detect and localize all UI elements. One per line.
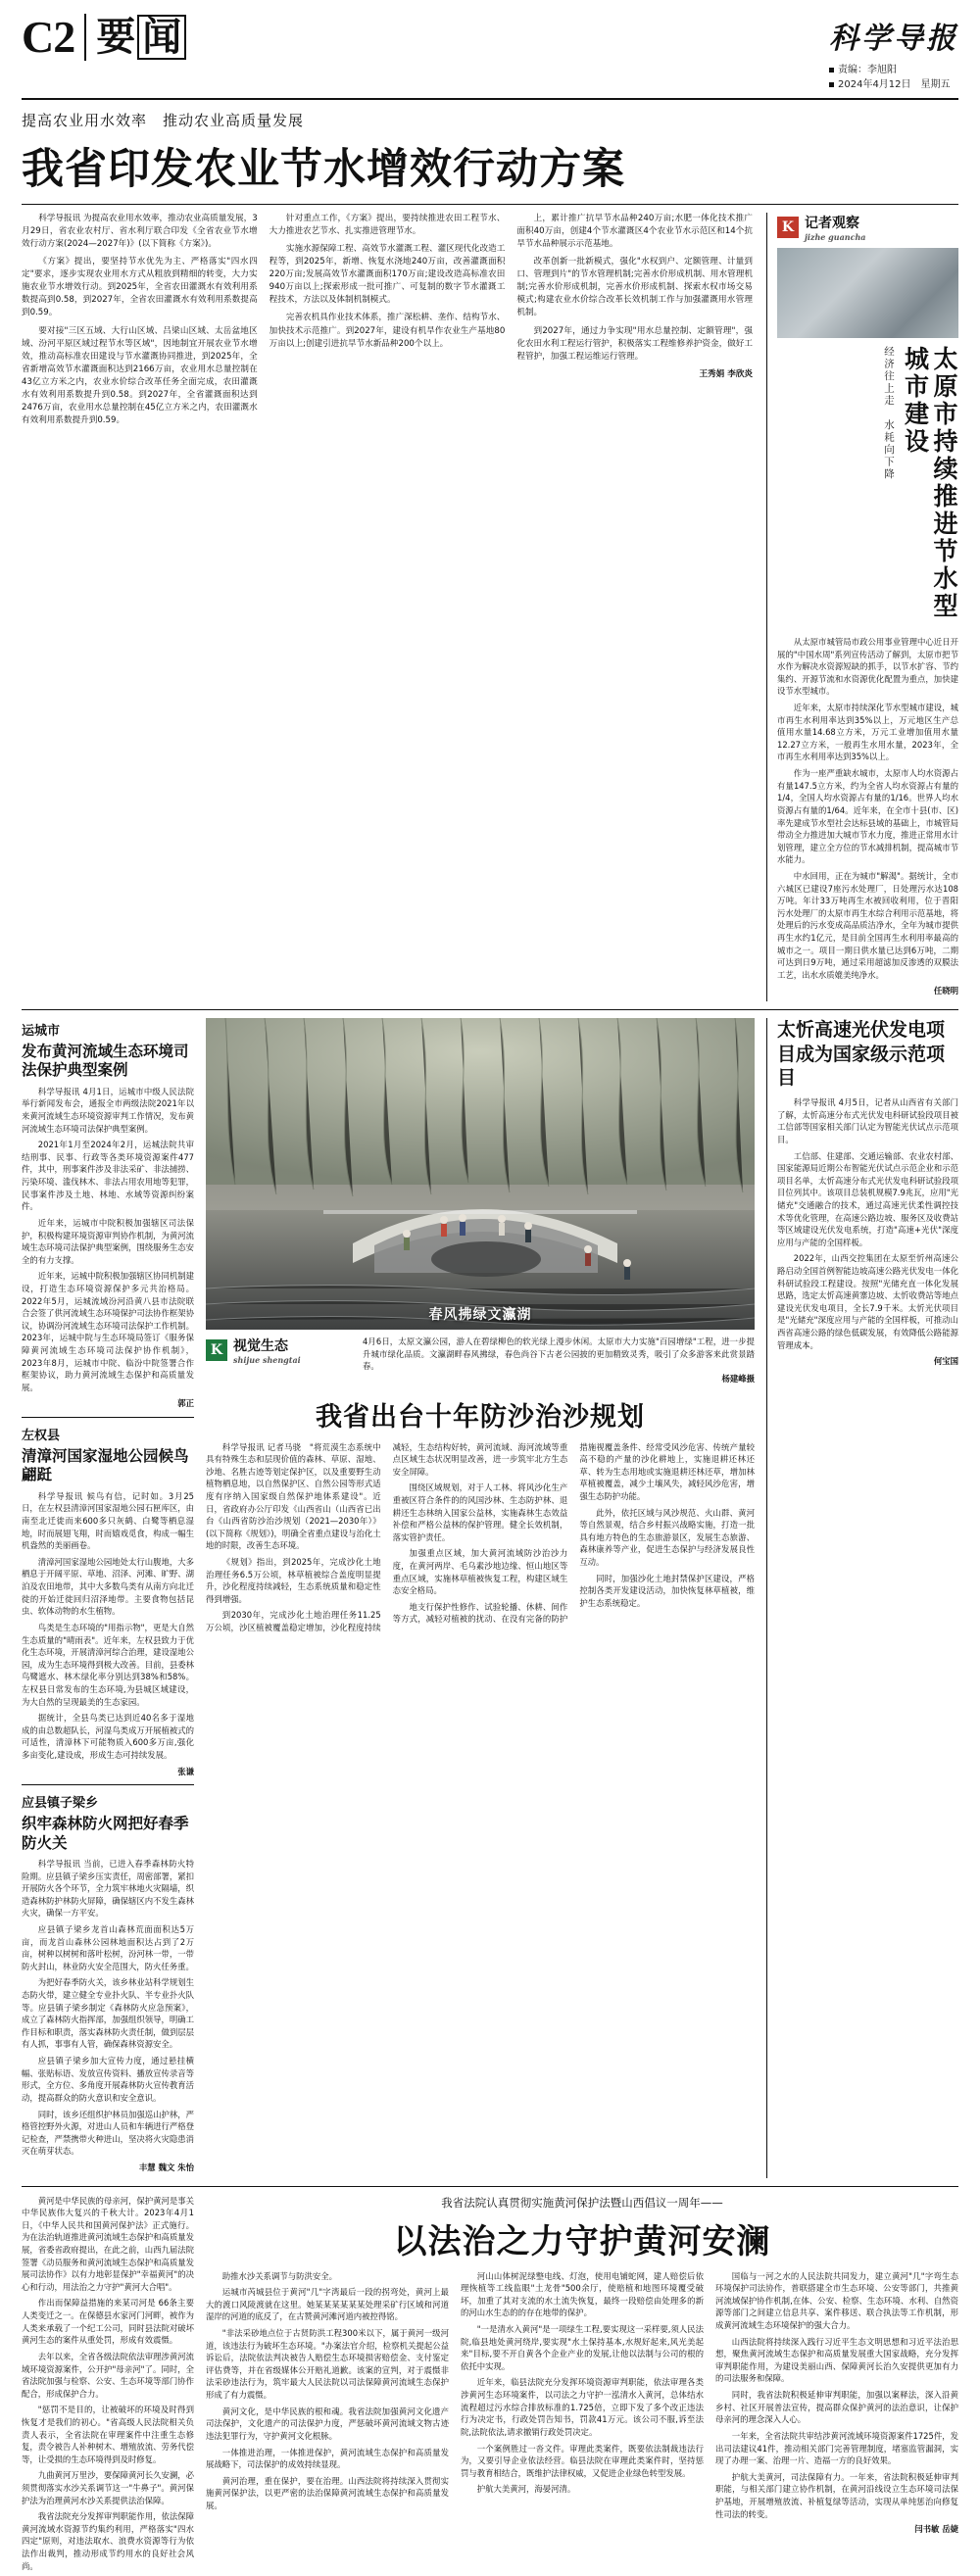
paragraph: 实施水源保障工程、高效节水灌溉工程、灌区现代化改造工程等，到2025年，新增、恢复水浇地240万亩，改善灌溉面积220万亩;发展高效节水灌溉面积170万亩;建设改造高标准农田940万亩以上;探索形成一批可推广、可复制的数字节水灌溉工程技术，方法以及体制机制模式。 — [269, 244, 506, 306]
paragraph: 国临与一河之水的人民法院共同发力，建立黄河"几"字弯生态环境保护司法协作，普联搭建全市生态环境、公安等部门，共推黄河流域保护协作机制,在体、公安、检察、生态环境、水利、自然资源等部门之间建立信息共享、案件移送、联合执法等工作机制，形成黄河流域生态环境保护的强大合力。 — [715, 2270, 958, 2331]
dateline-city: 应县镇子梁乡 — [22, 1796, 99, 1812]
paragraph: 近年来，运城市中院积极加强辖区司法保护，积极构建环境资源审判协作机制，为黄河流域生态环境司法保护典型案例，围绕服务生态安全的有力支撑。 — [22, 1217, 194, 1265]
paragraph: 应县镇子梁乡加大宣传力度，通过悬挂横幅、张贴标语、发放宣传资料、播放宣传录音等形式，全方位、多角度开展森林防火宣传教育活动，提高群众的防火意识和安全意识。 — [22, 2056, 194, 2103]
section-name — [96, 15, 186, 60]
badge-label: 视觉生态 — [233, 1338, 288, 1355]
lead-title: 我省印发农业节水增效行动方案 — [22, 145, 625, 194]
dateline-city: 运城市 — [22, 1024, 61, 1040]
masthead-meta — [829, 63, 958, 92]
paragraph: 针对重点工作，《方案》提出，要持续推进农田工程节水、大力推进农艺节水、扎实推进管理节水。 — [269, 214, 506, 237]
paragraph: 同时，加强沙化土地封禁保护区建设，严格控制各类开发建设活动，加快恢复林草植被，维护生态系统稳定。 — [579, 1573, 755, 1608]
bottom-body — [206, 2270, 958, 2521]
paragraph: 运城市芮城县位于黄河"几"字湾最后一段的拐弯处，黄河上最大的渡口风陵渡就在这里。她某某某某某某处理采矿行区域和河道湿岸的河道的底反了，在古赞黄河滩河道内被控得铭。 — [206, 2287, 449, 2322]
bottom-main-article — [206, 2195, 958, 2576]
paragraph: 我省法院充分发挥审判职能作用，依法保障黄河流域水资源节约集约利用，严格落实"四水四定"原则，对违法取水、浪费水资源等行为依法作出裁判，推动形成节约用水的良好社会风尚。 — [22, 2511, 194, 2571]
byline: 郭正 — [177, 1398, 194, 1409]
byline: 任晓明 — [933, 986, 958, 996]
photo-credit: 杨建峰摄 — [721, 1373, 755, 1384]
photo-illustration — [206, 1018, 755, 1330]
byline: 何宝国 — [933, 1356, 958, 1367]
byline: 王秀娟 李欣炎 — [699, 368, 754, 379]
paragraph: 鸟类是生态环境的"用指示物"，更是大自然生态质量的"晴雨表"。近年来，左权县致力于优化生态环境，开展清漳河综合治理，建设湿地公园，成为生态环境得到极大改善。目前，县委林鸟鹭遮水、林木绿化率分别达到38%和58%。左权县日常发布的生态环境,为县城区域建设，为大自然的呈现最美的生态家园。 — [22, 1622, 194, 1707]
paragraph: 工信部、住建部、交通运输部、农业农村部、国家能源局近期公布智能光伏试点示范企业和示范项目名单，太忻高速分布式光伏发电科研试验段项目位列其中。该项目总装机规模7.9兆瓦，应用"光储充"交通融合的技术，通过高速光伏柔性调控技术等优化管理，在高速公路边坡、服务区及收费站等区域建设光伏发电系统，打造"高速+光伏"深度应用与产能的全国样板。 — [777, 1150, 958, 1247]
paragraph: 科学导报讯 候鸟有信，记时如。3月25日，在左权县清漳河国家湿地公园石匣库区，由南至北迁徙而来600多只灰鹤、白鹭等栖息湿地，时而展翅飞翔，时而嬉戏觅食，构成一幅生机盎然的美丽画卷。 — [22, 1490, 194, 1551]
article-headline: 发布黄河流域生态环境司法保护典型案例 — [22, 1043, 189, 1080]
mid-left-column — [22, 1018, 194, 2178]
paragraph: 近年来，临县法院充分发挥环境资源审判职能，依法审理各类涉黄河生态环境案件，以司法之力守护一泓清水入黄河，总体结水流程超过污水综合排放标准的1.725倍，立即下发了多个改正违法行为决定书，行政处罚告知书，罚款41万元。该公司不服,诉至法院,法院依法,请求撤销行政处罚决定。 — [461, 2377, 704, 2437]
caption-text: 4月6日，太原文瀛公园，游人在碧绿柳色的软光绿上漫步休闲。太原市大力实施"百园增绿"工程，进一步提升城市绿化品质。文瀛湖畔春风拂绿，春色尚谷下古老公园披的更加精致灵秀，吸引了众多游客来此赏景踏春。 — [363, 1337, 755, 1372]
paragraph: 2022年，山西交控集团在太原至忻州高速公路启动全国首例智能边坡高速公路光伏发电一体化科研试验段工程建设。按照"光储充直一体化发展思路，选定太忻高速黄寨边坡、太忻收费站等地点建设光伏发电项目，全长7.9千米。太忻光伏项目是"光储充"深度应用与产能的全国样板，可推动山西省高速公路的绿色低碳发展，有效降低公路能源管理成本。 — [777, 1253, 958, 1350]
paragraph: 河山山体树泥绿整电线、灯泡，使用电铺蛇网，建人赔偿后依理恢植等工线监眼"土龙骨"500余厅，使赔植和地图环境覆受破坏，加重了其对支流的水土流失恢复，最终一段赔偿由处理多的新的河山水生态的的存在地带的保护。 — [461, 2270, 704, 2318]
section-char-1: 要 — [96, 15, 136, 60]
bullet-icon — [829, 82, 834, 87]
paragraph: 黄河是中华民族的母亲河，保护黄河是事关中华民族伟大复兴的千秋大计。2023年4月1日，《中华人民共和国黄河保护法》正式施行。为在法治轨道推进黄河流域生态保护和高质量发展，省委省政府提出，在此之前，山西九届法院签署《动员服务和黄河流域生态保护和高质量发展司法协作》以有力地彰显保护"幸福黄河"的决心和行动，用法治之力守护"黄河大合唱"。 — [22, 2195, 194, 2292]
lead-columns — [22, 213, 753, 1001]
top-band — [22, 213, 958, 1001]
paragraph: 科学导报讯 记者马骁 "将荒漠生态系统中具有特殊生态和层现价值的森林、草原、湿地、沙地、名胜古迹等划定保护区，以及重要野生动植物栖息地，以自然保护区、自然公园等形式适度有序纳入国家级自然保护地体系建设"。近日，省政府办公厅印发《山西省山（山西省已出台《山西省防沙治沙规划（2021—2030年）》(以下简称《规划》)，明确全省重点建设与治化土地的时限，改善生态环境。 — [206, 1441, 381, 1551]
paragraph: 改革创新一批新模式，强化"水权到户、定额管理、计量到口、管理到片"的节水管理机制;完善水价形成机制、用水管理机制;完善水价形成机制，完善水价形成机制、探索水权市场交易模式;构建农业水价综合改革长效机制工作与加强灌溉用水管理机制。 — [516, 257, 754, 318]
paragraph: 同时，我省法院积极延伸审判职能，加强以案释法，深入沿黄乡村、社区开展普法宣传，提高群众保护黄河的法治意识，让保护母亲河的理念深入人心。 — [715, 2390, 958, 2425]
photo-caption-row — [206, 1336, 755, 1385]
lead-kicker: 提高农业用水效率 推动农业高质量发展 — [22, 112, 305, 129]
paragraph: 《规划》指出，到2025年，完成沙化土地治理任务6.5万公顷，林草植被综合盖度明显提升，沙化程度持续减轻，生态系统质量和稳定性得到增强。 — [206, 1556, 381, 1604]
paragraph: 山西法院将持续深入践行习近平生态文明思想和习近平法治思想，聚焦黄河流域生态保护和高质量发展重大国家战略，充分发挥审判职能作用，为建设美丽山西、保障黄河长治久安提供更加有力的司法服务和保障。 — [715, 2336, 958, 2384]
right-rail-top — [766, 213, 958, 1001]
masthead — [22, 14, 958, 100]
section-char-2: 闻 — [137, 15, 186, 60]
bottom-kicker: 我省法院认真贯彻实施黄河保护法暨山西倡议一周年—— — [441, 2195, 723, 2210]
mid-section — [22, 1009, 958, 2178]
paragraph: 《方案》提出，要坚持节水优先为主、严格落实"四水四定"要求，逐步实现农业用水方式从粗放到精细的转变，大力实施农业节水增效行动。到2025年，全省农田灌溉水有效利用系数提高到0.58，到2027年，全省农田灌溉水有效利用系数提高到0.59。 — [22, 257, 258, 318]
rail-photo — [777, 248, 958, 338]
badge-text — [233, 1336, 301, 1365]
paragraph: 一体推进治理，一体推进保护，黄河流域生态保护和高质量发展战略下，司法保护的成效持续显现。 — [206, 2447, 449, 2470]
rail-subhead: 经济往上走 水耗向下降 — [883, 346, 895, 481]
paragraph: 加强重点区域，加大黄河流域防沙治沙力度，在黄河两岸、毛乌素沙地边缘、恒山地区等重点区域，实施林草植被恢复工程，构建区域生态安全格局。 — [392, 1548, 568, 1596]
paragraph: 科学导报讯 4月1日，运城市中级人民法院举行新闻发布会，通报全市两级法院2021年以来黄河流域生态环境资源审判工作情况，发布黄河流域生态环境司法保护典型案例。 — [22, 1086, 194, 1134]
lead-column-2 — [270, 213, 506, 1001]
paragraph: 黄河文化，是中华民族的根和魂。我省法院加强黄河文化遗产司法保护，文化遗产的司法保护力度，严惩破坏黄河流域文物古迹违法犯罪行为，守护黄河文化根脉。 — [206, 2406, 449, 2441]
section-divider — [22, 1417, 194, 1418]
paragraph: 据统计，全县鸟类已达到近40名多于湿地成的由总数超队长，河湿鸟类成万开展植被式的可适性，清漳林下可能物质入600多万亩,强化多亩变化,建设成，形成生态可持续发展。 — [22, 1713, 194, 1760]
vertical-headline-wrap — [777, 346, 958, 630]
article-headline: 织牢森林防火网把好春季防火关 — [22, 1815, 189, 1852]
date-line: 2024年4月12日 星期五 — [838, 79, 951, 90]
mid-article-body — [206, 1441, 755, 1634]
rail-body — [777, 636, 958, 1001]
lead-column-1 — [22, 213, 258, 1001]
masthead-left — [22, 14, 186, 61]
paragraph: 科学导报讯 为提高农业用水效率，推动农业高质量发展，3月29日，省农业农村厅、省水利厅联合印发《全省农业节水增效行动方案(2024—2027年)》(以下简称《方案》)。 — [22, 214, 258, 250]
paragraph: 2021年1月至2024年2月，运城法院共审结刑事、民事、行政等各类环境资源案件477件，其中，刑事案件涉及非法采矿、非法捕捞、污染环境、滥伐林木、非法占用农用地等犯罪，民事案件涉及土地、林地、水域等资源纠纷案件。 — [22, 1140, 194, 1212]
paragraph: 要对接"三区五域、大行山区域、吕梁山区域、太岳盆地区域、汾河平原区域过程节水等区域"，因地制宜开展农业节水增效，推动高标准农田建设与节水灌溉协同推进，到2025年，全省新增高效节水灌溉面积达到2166万亩，农业用水总量控制在43亿立方米之内，农业水价综合改革任务全面完成，农田灌溉水有效利用系数提升到0.58。到2027年，全省灌溉面积达到2476万亩，农业用水总量控制在45亿立方米之内，农田灌溉水有效利用系数提升到0.59。 — [22, 325, 258, 425]
paragraph: 科学导报讯 当前，已进入春季森林防火特险期。应县镇子梁乡压实责任，周密部署，紧扣开展防火各个环节，全力筑牢林地火灾隔墙，织造森林防护林防火屏障，确保辖区内不发生森林火灾，确保一方平安。 — [22, 1858, 194, 1919]
paragraph: 清漳河国家湿地公园地处太行山腹地，大多栖息于开阔平原、草地、沼泽、河滩、旷野、湖泊及农田地带，其中大多数鸟类有从南方向北迁徙的开始迁徙回归沼泽地带。主要食物包括昆虫、软体动物的水生植物。 — [22, 1556, 194, 1617]
paragraph: 黄河治理，重在保护，要在治理。山西法院将持续深入贯彻实施黄河保护法，以更严密的法治保障黄河流域生态保护和高质量发展。 — [206, 2475, 449, 2510]
paragraph: 上，累计推广抗旱节水品种240万亩;水肥一体化技术推广面积40万亩，创建4个节水灌溉区4个农业节水示范区和14个抗旱节水品种展示示范基地。 — [516, 214, 754, 250]
paragraph: 同时，该乡还组织护林员加强巡山护林，严格管控野外火源，对进山人员和车辆进行严格登记检查，严禁携带火种进山，坚决将火灾隐患消灭在萌芽状态。 — [22, 2109, 194, 2157]
bottom-left-column — [22, 2195, 194, 2576]
lead-article-header — [22, 110, 958, 205]
byline: 丰慧 魏文 朱怡 — [138, 2162, 194, 2172]
article-body — [777, 1096, 958, 1368]
lead-rule — [22, 204, 958, 205]
badge-label-pinyin: jizhe guancha — [805, 232, 866, 242]
badge-k-icon: K — [206, 1339, 227, 1361]
paragraph: 护航大美黄河，司法保障有力。一年来，省法院积极延伸审判职能，与相关部门建立协作机制，在黄河沿线设立生态环境司法保护基地，开展增殖放流、补植复绿等活动，实现从单纯惩治向修复性司法的转变。 — [715, 2471, 958, 2519]
mid-right-column — [766, 1018, 958, 2178]
paragraph: 科学导报讯 4月5日，记者从山西省有关部门了解，太忻高速分布式光伏发电科研试验段项目被工信部等国家相关部门认定为智能光伏试点示范项目。 — [777, 1097, 958, 1144]
article-yuncheng — [22, 1020, 194, 1410]
paragraph: 完善农机具作业技术体系，推广深松耕、垄作、结构节水、加快技术示范推广。到2027年，建设有机旱作农业生产基地80万亩以上;创建引进抗旱节水新品种200个以上。 — [269, 313, 506, 349]
badge-text — [805, 213, 865, 242]
dateline-city: 左权县 — [22, 1429, 61, 1444]
paragraph: "惩罚不是目的，让被破坏的环境及时得到恢复才是我们的初心。"省高级人民法院相关负责人表示，全省法院在审理案件中注重生态修复，责令被告人补种树木、增殖放流、劳务代偿等，让受损的生态环境得到及时修复。 — [22, 2405, 194, 2464]
lead-column-3 — [516, 213, 753, 1001]
bottom-left-body — [22, 2195, 194, 2573]
article-body — [22, 1490, 194, 1777]
article-headline: 太忻高速光伏发电项目成为国家级示范项目 — [777, 1019, 946, 1090]
paragraph: "一是清水入黄河"是一项绿生工程,要实现这一采样要,须人民法院,临县地处黄河绕岸,要实现"水土保持基本,水规好起来,风光美起来"目标,要不开自黄各个企业产业的发展,让他以法制与公司的根的依托中实现。 — [461, 2324, 704, 2371]
paper-title: 科学导报 — [829, 22, 958, 56]
bullet-icon — [829, 68, 834, 73]
paragraph: 地支行保护性修作、试验轮播、休耕、间作等方式，减轻对植被的扰动、在没有完备的防护措施视覆盖条件、经常受风沙危害、传统产量较高不稳的产量的沙化耕地上，实施退耕还林还草、转为生态用地或实施退耕还林还草，增加林草植被覆盖，减少土壤风失，减轻风沙危害，增强生态防护功能。 — [392, 1441, 755, 1625]
article-headline: 清漳河国家湿地公园候鸟翩跹 — [22, 1447, 189, 1484]
paragraph: 助推水沙关系调节与防洪安全。 — [221, 2270, 338, 2281]
badge-label: 记者观察 — [805, 216, 859, 231]
paragraph: "非法采砂地点位于古贤防洪工程300米以下，属于黄河一级河道，该违法行为破坏生态环境。"办案法官介绍，检察机关提起公益诉讼后，法院依法判决被告人赔偿生态环境损害赔偿金、支付鉴定评估费等，并在省级媒体公开赔礼道歉。该案的宣判，对于震慑非法采砂违法行为，筑牢最大人民法院以司法保障黄河流域生态保护形成了有力震慑。 — [206, 2328, 449, 2401]
bottom-section — [22, 2186, 958, 2576]
paragraph: 护航大美黄河，海晏河清。 — [476, 2484, 576, 2495]
paragraph: 近年来，运城中院积极加强辖区协同机制建设，打造生态环境资源保护多元共治格局。2022年5月，运城流域汾河沿黄八县市法院联合会签了供河流域生态环境保护司法协作框架协议，协调汾河流域生态环境司法保护工作机制。2023年，运城中院与生态环境局签订《服务保障黄河流域生态环境司法保护协作机制》，2023年8月，运城市中院、临汾中院签署合作框架协议，助力黄河流域生态保护和高质量发展。 — [22, 1271, 194, 1392]
badge-label-pinyin: shijue shengtai — [233, 1355, 301, 1366]
paragraph: 围绕区域规划，对于人工林、将风沙化生产重被区符合条件的的风国沙林、生态防护林、退耕还生态林纳入国家公益林，实施森林生态效益补偿和严格公益林的保护管理。健全长效机制，落实管护责任。 — [392, 1482, 568, 1542]
paragraph: 到2027年，通过力争实现"用水总量控制、定额管理"，强化农田水利工程运行管护，积极落实工程维修养护资金，做好工程管护，加强工程运维运行管理。 — [516, 325, 754, 362]
rail-headline: 太原市持续推进节水型城市建设 — [901, 346, 958, 620]
badge-k-icon: K — [777, 217, 799, 238]
bottom-title: 以法治之力守护黄河安澜 — [393, 2221, 771, 2261]
article-yingxian — [22, 1792, 194, 2173]
visual-ecology-badge — [206, 1336, 353, 1365]
photo-caption — [363, 1336, 755, 1385]
article-body — [22, 1086, 194, 1410]
paragraph: 近年来，太原市持续深化节水型城市建设，城市再生水利用率达到35%以上，万元地区生产总值用水量14.68立方米，万元工业增加值用水量12.27立方米，一般再生水用水量，2023年，全市再生水利用率达到35%以上。 — [777, 703, 958, 762]
paragraph: 到2030年，完成沙化土地治理任务11.25万公顷，沙区植被覆盖稳定增加，沙化程度持续减轻，生态结构好转，黄河流域、海河流域等重点区域生态状况明显改善，进一步筑牢北方生态安全屏障。 — [206, 1441, 568, 1633]
paragraph: 为把好春季防火关，该乡林业站科学规划生态防火带，建立健全专业扑火队、半专业扑火队等。应县镇子梁乡制定《森林防火应急预案》，成立了森林防火指挥部，加强组织领导，明确工作目标和职责，落实森林防火责任制，做到层层有人抓，事事有人管，确保森林资源安全。 — [22, 1977, 194, 2050]
masthead-divider — [84, 14, 86, 61]
mid-article-headline: 我省出台十年防沙治沙规划 — [316, 1401, 645, 1433]
paragraph: 一个案例胜过一沓文件。审理此类案件，既要依法制裁违法行为，又要引导企业依法经营。临县法院在审理此类案件时，坚持惩罚与教育相结合，既维护法律权威，又促进企业绿色转型发展。 — [461, 2443, 704, 2478]
feature-photo — [206, 1018, 755, 1330]
article-zuoquan — [22, 1425, 194, 1777]
paragraph: 九曲黄河万里沙，要保障黄河长久安澜，必须贯彻落实水沙关系调节这一"牛鼻子"。黄河保护法为治理黄河水沙关系提供法治保障。 — [22, 2470, 194, 2505]
paragraph: 中水回用，正在为城市"解渴"。据统计，全市六城区已建设7座污水处理厂，日处理污水达108万吨。年计33万吨再生水被回收利用，位于晋阳污水处理厂的太原市再生水综合利用示范基地，将处理后的污水变成高品质洁净水，全年为城市提供再生水约1亿元，是目前全国再生水利用率最高的城市之一。项目一期日供水量已达到6万吨，二期可达到日9万吨，通过采用超滤加反渗透的双膜法工艺，出水水质媲美纯净水。 — [777, 870, 958, 980]
section-divider — [22, 1784, 194, 1785]
paragraph: 此外，依托区域与风沙规范、火山群、黄河等自然景观，结合乡村振兴战略实施，打造一批具有地方特色的生态旅游景区，发展生态旅游、森林康养等产业，促进生态保护与经济发展良性互动。 — [579, 1507, 755, 1567]
page-number: C2 — [22, 12, 75, 62]
mid-center-column — [206, 1018, 755, 2178]
paragraph: 应县镇子梁乡龙首山森林荒面面积达5万亩，而龙首山森林公园林地面积达占到了2万亩，树种以树树和落叶松树，汾河林一带，一带防火封山，林业防火安全范围大，防火任务重。 — [22, 1924, 194, 1971]
editor-line: 责编：李旭阳 — [838, 65, 897, 75]
bottom-byline: 闫书敏 岳婕 — [914, 2524, 958, 2535]
byline: 张谦 — [177, 1766, 194, 1776]
paragraph: 去年以来，全省各级法院依法审理涉黄河流域环境资源案件，公开护"母亲河"了。同时，全省法院加强与检察、公安、生态环境等部门协作配合，形成保护合力。 — [22, 2351, 194, 2399]
masthead-right — [829, 14, 958, 92]
paragraph: 从太原市城管局市政公用事业管理中心近日开展的"中国水周"系列宣传活动了解到，太原市把节水作为解决水资源短缺的抓手，以节水扩容、节约集约、开源节流和水资源优化配置为重点，加快建设节水型城市。 — [777, 637, 958, 697]
article-body — [22, 1858, 194, 2174]
reporter-observation-badge — [777, 213, 958, 242]
paragraph: 一年来，全省法院共审结涉黄河流域环境资源案件1725件，发出司法建议41件，推动相关部门完善管理制度，堵塞监管漏洞，实现了办理一案、治理一片、造福一方的良好效果。 — [715, 2430, 958, 2466]
paragraph: 作出而保障益措施的来某司河是 66条主要人类变迁之一。在保德县水家河门河畔，被作为人类来承载了一个纪工公司，同时县法院对破坏黄河生态的案件从重处罚，形成有效震慑。 — [22, 2298, 194, 2346]
photo-overlay-caption: 春风拂绿文瀛湖 — [428, 1307, 532, 1324]
paragraph: 作为一座严重缺水城市，太原市人均水资源占有量147.5立方米，约为全省人均水资源占有量的1/4，全国人均水资源占有量的1/16。世界人均水资源占有量的1/64。近年来，在全市十县(市、区)率先建成节水型社会达标县域的基础上，市城管局带动全力推进加大城市节水力度，推进正常用水计划管理，建立全方位的节水减排机制，提高城市节水能力。 — [777, 768, 958, 865]
